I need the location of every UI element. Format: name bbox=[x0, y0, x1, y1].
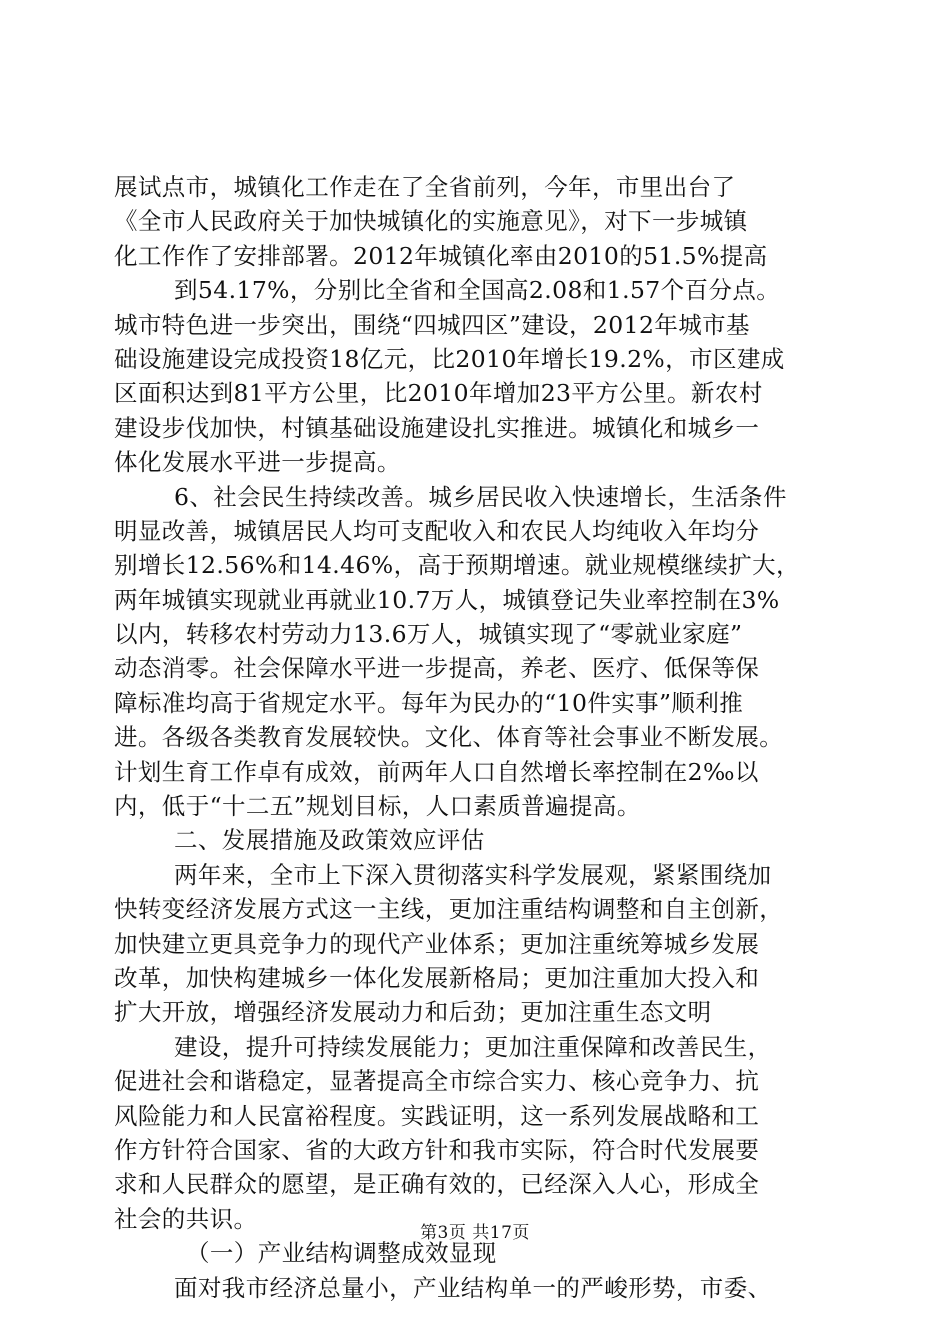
text-line: 展试点市，城镇化工作走在了全省前列，今年，市里出台了 bbox=[114, 173, 736, 201]
text-line: 作方针符合国家、省的大政方针和我市实际，符合时代发展要 bbox=[114, 1135, 760, 1164]
text-line: 6、社会民生持续改善。城乡居民收入快速增长，生活条件 bbox=[174, 482, 787, 511]
text-line: 快转变经济发展方式这一主线，更加注重结构调整和自主创新， bbox=[114, 895, 784, 924]
text-line: 以内，转移农村劳动力13.6万人，城镇实现了“零就业家庭” bbox=[114, 620, 743, 649]
text-line: 社会的共识。 bbox=[114, 1204, 258, 1233]
text-line: 面对我市经济总量小，产业结构单一的严峻形势，市委、 bbox=[174, 1273, 772, 1302]
text-line: 内，低于“十二五”规划目标，人口素质普遍提高。 bbox=[114, 792, 641, 821]
text-line: 改革，加快构建城乡一体化发展新格局；更加注重加大投入和 bbox=[114, 963, 760, 992]
text-line: 求和人民群众的愿望，是正确有效的，已经深入人心，形成全 bbox=[114, 1170, 760, 1199]
text-line: 二、发展措施及政策效应评估 bbox=[174, 826, 485, 855]
text-line: 建设步伐加快，村镇基础设施建设扎实推进。城镇化和城乡一 bbox=[114, 413, 760, 442]
text-line: 进。各级各类教育发展较快。文化、体育等社会事业不断发展。 bbox=[114, 723, 784, 752]
text-line: 促进社会和谐稳定，显著提高全市综合实力、核心竞争力、抗 bbox=[114, 1067, 760, 1096]
text-line: 计划生育工作卓有成效，前两年人口自然增长率控制在2‰以 bbox=[114, 757, 759, 786]
text-line: 加快建立更具竞争力的现代产业体系；更加注重统筹城乡发展 bbox=[114, 929, 760, 958]
text-line: 别增长12.56%和14.46%，高于预期增速。就业规模继续扩大， bbox=[114, 551, 800, 580]
text-line: 《全市人民政府关于加快城镇化的实施意见》，对下一步城镇 bbox=[114, 207, 748, 236]
text-line: 两年城镇实现就业再就业10.7万人，城镇登记失业率控制在3% bbox=[114, 585, 780, 614]
document-body bbox=[114, 170, 850, 1305]
page-footer: 第3页 共17页 bbox=[420, 1223, 530, 1243]
text-line: 动态消零。社会保障水平进一步提高，养老、医疗、低保等保 bbox=[114, 654, 760, 683]
text-line: （一）产业结构调整成效显现 bbox=[186, 1239, 497, 1268]
text-line: 到54.17%，分别比全省和全国高2.08和1.57个百分点。 bbox=[174, 276, 781, 305]
text-line: 体化发展水平进一步提高。 bbox=[114, 448, 401, 477]
text-line: 障标准均高于省规定水平。每年为民办的“10件实事”顺利推 bbox=[114, 688, 744, 717]
text-line: 扩大开放，增强经济发展动力和后劲；更加注重生态文明 bbox=[114, 998, 712, 1027]
text-line: 建设，提升可持续发展能力；更加注重保障和改善民生， bbox=[174, 1032, 772, 1061]
text-line: 区面积达到81平方公里，比2010年增加23平方公里。新农村 bbox=[114, 379, 763, 408]
text-line: 明显改善，城镇居民人均可支配收入和农民人均纯收入年均分 bbox=[114, 516, 760, 545]
text-line: 础设施建设完成投资18亿元，比2010年增长19.2%，市区建成 bbox=[114, 344, 785, 373]
text-line: 化工作作了安排部署。2012年城镇化率由2010的51.5%提高 bbox=[114, 241, 768, 270]
text-line: 风险能力和人民富裕程度。实践证明，这一系列发展战略和工 bbox=[114, 1101, 760, 1130]
text-line: 两年来，全市上下深入贯彻落实科学发展观，紧紧围绕加 bbox=[174, 860, 772, 889]
text-line: 城市特色进一步突出，围绕“四城四区”建设，2012年城市基 bbox=[114, 310, 750, 339]
